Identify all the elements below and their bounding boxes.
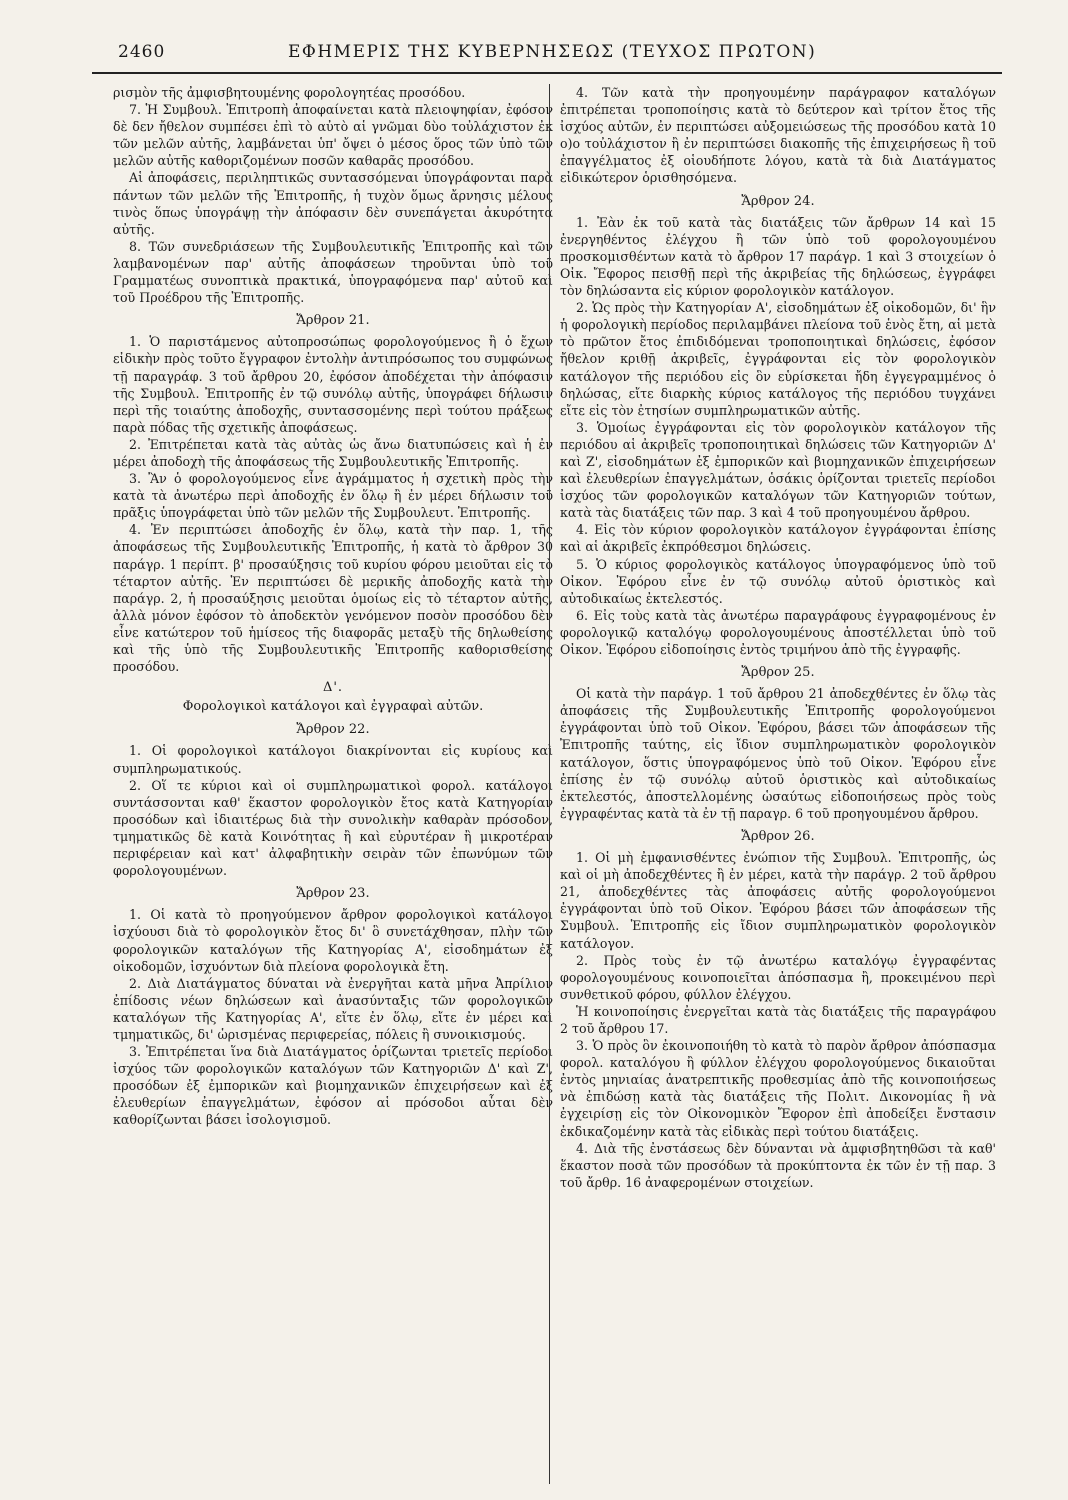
right-column	[560, 84, 996, 1486]
paragraph: 2. Ἐπιτρέπεται κατὰ τὰς αὐτὰς ὡς ἄνω διατυπώσεις καὶ ἡ ἐν μέρει ἀποδοχὴ τῆς ἀποφάσεως τῆς Συμβουλευτικῆς Ἐπιτροπῆς.	[113, 436, 553, 469]
page-number: 2460	[118, 42, 166, 62]
section-title: Φορολογικοὶ κατάλογοι καὶ ἐγγραφαὶ αὐτῶν.	[182, 699, 484, 715]
paragraph: Οἱ κατὰ τὴν παράγρ. 1 τοῦ ἄρθρου 21 ἀποδεχθέντες ἐν ὅλῳ τὰς ἀποφάσεις τῆς Συμβουλευτικῆς Ἐπιτροπῆς φορολογούμενοι ἐγγράφονται ὑπὸ τοῦ Οἰκον. Ἐφόρου, βάσει τῶν ἀποφάσεων τῆς Ἐπιτροπῆς ταύτης, εἰς ἴδιον συμπληρωματικὸν φορολογικὸν κατάλογον, ὅστις ὑπογραφόμενος ὑπὸ τοῦ Οἰκον. Ἐφόρου εἶνε ἐπίσης ἐν τῷ συνόλῳ αὐτοῦ ὁριστικὸς καὶ αὐτοδικαίως ἐκτελεστός, ἀποστελλομένης ὡσαύτως εἰδοποιήσεως πρὸς τοὺς ἐγγραφέντας κατὰ τὰ ἐν τῇ παραγρ. 6 τοῦ προηγουμένου ἄρθρου.	[560, 686, 996, 821]
paragraph: 8. Τῶν συνεδριάσεων τῆς Συμβουλευτικῆς Ἐπιτροπῆς καὶ τῶν λαμβανομένων παρ' αὐτῆς ἀποφάσεων τηροῦνται ὑπὸ τοῦ Γραμματέως συνοπτικὰ πρακτικά, ὑπογραφόμενα παρ' αὐτοῦ καὶ τοῦ Προέδρου τῆς Ἐπιτροπῆς.	[113, 238, 553, 306]
paragraph: 2. Ὡς πρὸς τὴν Κατηγορίαν Α', εἰσοδημάτων ἐξ οἰκοδομῶν, δι' ἣν ἡ φορολογικὴ περίοδος περιλαμβάνει πλείονα τοῦ ἑνὸς ἔτη, αἱ μετὰ τὸ πρῶτον ἔτος ἐπιδιδόμεναι τροποποιητικαὶ δηλώσεις, ἐφόσον ἤθελον κριθῇ ἀκριβεῖς, ἐγγράφονται εἰς τὸν φορολογικὸν κατάλογον τῆς περιόδου εἰς ὃν εὑρίσκεται ἤδη ἐγγεγραμμένος ὁ δηλώσας, εἴτε διαρκὴς κύριος κατάλογος τῆς περιόδου τυγχάνει εἴτε εἰς τὸν ἐτησίων συμπληρωματικῶν αὐτῆς.	[560, 300, 996, 418]
header-rule	[92, 72, 1002, 74]
paragraph: 1. Οἱ κατὰ τὸ προηγούμενον ἄρθρον φορολογικοὶ κατάλογοι ἰσχύουσι διὰ τὸ φορολογικὸν ἔτος δι' ὃ συνετάχθησαν, πλὴν τῶν φορολογικῶν καταλόγων τῆς Κατηγορίας Α', εἰσοδημάτων ἐξ οἰκοδομῶν, ἰσχυόντων διὰ πλείονα φορολογικὰ ἔτη.	[113, 907, 553, 974]
paragraph: 3. Ὁμοίως ἐγγράφονται εἰς τὸν φορολογικὸν κατάλογον τῆς περιόδου αἱ ἀκριβεῖς τροποποιητικαὶ δηλώσεις τῶν Κατηγοριῶν Δ' καὶ Ζ', εἰσοδημάτων ἐξ ἐμπορικῶν καὶ βιομηχανικῶν ἐπιχειρήσεων καὶ ἐλευθερίων ἐπαγγελμάτων, ὁσάκις ὁρίζονται τριετεῖς περίοδοι ἰσχύος τῶν φορολογικῶν καταλόγων τῶν Κατηγοριῶν τούτων, κατὰ τὰς διατάξεις τῶν παρ. 3 καὶ 4 τοῦ προηγουμένου ἄρθρου.	[560, 419, 996, 521]
paragraph: 3. Ἐπιτρέπεται ἵνα διὰ Διατάγματος ὁρίζωνται τριετεῖς περίοδοι ἰσχύος τῶν φορολογικῶν καταλόγων τῶν Κατηγοριῶν Δ' καὶ Ζ', προσόδων ἐξ ἐμπορικῶν καὶ βιομηχανικῶν ἐπιχειρήσεων καὶ ἐξ ἐλευθερίων ἐπαγγελμάτων, ἐφόσον αἱ πρόσοδοι αὗται δὲν καθορίζωνται βάσει ἰσολογισμοῦ.	[113, 1044, 553, 1128]
article-heading: Ἄρθρον 25.	[741, 665, 815, 681]
paragraph: Αἱ ἀποφάσεις, περιληπτικῶς συντασσόμεναι ὑπογράφονται παρὰ πάντων τῶν μελῶν τῆς Ἐπιτροπῆς, ἡ τυχὸν ὅμως ἄρνησις μέλους τινὸς ὅπως ὑπογράψῃ τὴν ἀπόφασιν δὲν συνεπάγεται ἀκυρότητα αὐτῆς.	[113, 170, 553, 237]
article-heading: Ἄρθρον 23.	[296, 886, 370, 902]
paragraph: 2. Πρὸς τοὺς ἐν τῷ ἀνωτέρω καταλόγῳ ἐγγραφέντας φορολογουμένους κοινοποιεῖται ἀπόσπασμα ἢ, προκειμένου περὶ συνθετικοῦ φόρου, φύλλον ἐλέγχου.	[560, 952, 996, 1002]
article-heading: Ἄρθρον 21.	[296, 313, 370, 329]
paragraph: Ἡ κοινοποίησις ἐνεργεῖται κατὰ τὰς διατάξεις τῆς παραγράφου 2 τοῦ ἄρθρου 17.	[560, 1003, 996, 1036]
paragraph: 1. Οἱ μὴ ἐμφανισθέντες ἐνώπιον τῆς Συμβουλ. Ἐπιτροπῆς, ὡς καὶ οἱ μὴ ἀποδεχθέντες ἢ ἐν μέρει, κατὰ τὴν παράγρ. 2 τοῦ ἄρθρου 21, ἀποδεχθέντες τὰς ἀποφάσεις αὐτῆς φορολογούμενοι ἐγγράφονται ὑπὸ τοῦ Οἰκον. Ἐφόρου βάσει τῶν ἀποφάσεων τῆς Συμβουλ. Ἐπιτροπῆς εἰς ἴδιον συμπληρωματικὸν φορολογικὸν κατάλογον.	[560, 850, 996, 951]
publication-title: ΕΦΗΜΕΡΙΣ ΤΗΣ ΚΥΒΕΡΝΗΣΕΩΣ (ΤΕΥΧΟΣ ΠΡΩΤΟΝ)	[288, 42, 817, 62]
paragraph: 1. Ἐὰν ἐκ τοῦ κατὰ τὰς διατάξεις τῶν ἄρθρων 14 καὶ 15 ἐνεργηθέντος ἐλέγχου ἢ τῶν ὑπὸ τοῦ φορολογουμένου προσκομισθέντων κατὰ τὸ ἄρθρον 17 παράγρ. 1 καὶ 3 στοιχείων ὁ Οἰκ. Ἔφορος πεισθῇ περὶ τῆς ἀκριβείας τῆς δηλώσεως, ἐγγράφει τὸν δηλώσαντα εἰς κύριον φορολογικὸν κατάλογον.	[560, 214, 996, 299]
paragraph: 1. Οἱ φορολογικοὶ κατάλογοι διακρίνονται εἰς κυρίους καὶ συμπληρωματικούς.	[113, 743, 553, 776]
paragraph: 1. Ὁ παριστάμενος αὐτοπροσώπως φορολογούμενος ἢ ὁ ἔχων εἰδικὴν πρὸς τοῦτο ἔγγραφον ἐντολὴν ἀντιπρόσωπος του συμφώνως τῇ παραγράφ. 3 τοῦ ἄρθρου 20, ἐφόσον ἀποδέχεται τὴν ἀπόφασιν τῆς Συμβουλ. Ἐπιτροπῆς ἐν τῷ συνόλῳ αὐτῆς, ὑπογράφει δήλωσιν περὶ τῆς τοιαύτης ἀποδοχῆς, συντασσομένης περὶ τούτου πράξεως παρὰ πόδας τῆς σχετικῆς ἀποφάσεως.	[113, 334, 553, 435]
column-divider	[549, 84, 550, 1484]
paragraph: 3. Ἂν ὁ φορολογούμενος εἶνε ἀγράμματος ἡ σχετικὴ πρὸς τὴν κατὰ τὰ ἀνωτέρω περὶ ἀποδοχῆς ἐν ὅλῳ ἢ ἐν μέρει δήλωσιν τοῦ πρᾶξις ὑπογράφεται ὑπὸ τῶν μελῶν τῆς Συμβουλευτ. Ἐπιτροπῆς.	[113, 471, 553, 521]
paragraph: 2. Διὰ Διατάγματος δύναται νὰ ἐνεργῆται κατὰ μῆνα Ἀπρίλιον ἐπίδοσις νέων δηλώσεων καὶ ἀνασύνταξις τῶν φορολογικῶν καταλόγων τῆς Κατηγορίας Α', εἴτε ἐν ὅλῳ, εἴτε ἐν μέρει καὶ τμηματικῶς, δι' ὡρισμένας περιφερείας, πόλεις ἢ συνοικισμούς.	[113, 975, 553, 1042]
article-heading: Ἄρθρον 22.	[296, 722, 370, 738]
paragraph: 3. Ὁ πρὸς ὃν ἐκοινοποιήθη τὸ κατὰ τὸ παρὸν ἄρθρον ἀπόσπασμα φορολ. καταλόγου ἢ φύλλον ἐλέγχου φορολογούμενος δικαιοῦται ἐντὸς μηνιαίας ἀνατρεπτικῆς προθεσμίας ἀπὸ τῆς κοινοποιήσεως νὰ ἐπιδώσῃ κατὰ τὰς διατάξεις τῆς Πολιτ. Δικονομίας ἢ νὰ ἐγχειρίσῃ εἰς τὸν Οἰκονομικὸν Ἔφορον ἐπὶ ἀποδείξει ἔνστασιν ἐκδικαζομένην κατὰ τὰς εἰδικὰς περὶ τούτου διατάξεις.	[560, 1038, 996, 1139]
article-heading: Ἄρθρον 26.	[741, 828, 815, 844]
paragraph: 5. Ὁ κύριος φορολογικὸς κατάλογος ὑπογραφόμενος ὑπὸ τοῦ Οἰκον. Ἐφόρου εἶνε ἐν τῷ συνόλῳ αὐτοῦ ὁριστικὸς καὶ αὐτοδικαίως ἐκτελεστός.	[560, 556, 996, 606]
paragraph: ρισμὸν τῆς ἀμφισβητουμένης φορολογητέας προσόδου.	[113, 85, 466, 100]
paragraph: 4. Τῶν κατὰ τὴν προηγουμένην παράγραφον καταλόγων ἐπιτρέπεται τροποποίησις κατὰ τὸ δεύτερον καὶ τρίτον ἔτος τῆς ἰσχύος αὐτῶν, ἐν περιπτώσει αὐξομειώσεως τῆς προσόδου κατὰ 10 ο)ο τοὐλάχιστον ἢ ἐν περιπτώσει διακοπῆς τῆς ἐπιχειρήσεως ἢ τοῦ ἐπαγγέλματος ἐξ οἱουδήποτε λόγου, κατὰ τὰ διὰ Διατάγματος εἰδικώτερον ὁρισθησόμενα.	[560, 85, 996, 186]
section-heading: Δ'.	[322, 680, 344, 696]
paragraph: 4. Διὰ τῆς ἐνστάσεως δὲν δύνανται νὰ ἀμφισβητηθῶσι τὰ καθ' ἕκαστον ποσὰ τῶν προσόδων τὰ προκύπτοντα ἐκ τῶν ἐν τῇ παρ. 3 τοῦ ἄρθρ. 16 ἀναφερομένων στοιχείων.	[560, 1140, 996, 1190]
article-heading: Ἄρθρον 24.	[741, 193, 815, 209]
paragraph: 7. Ἡ Συμβουλ. Ἐπιτροπὴ ἀποφαίνεται κατὰ πλειοψηφίαν, ἐφόσον δὲ δεν ἤθελον συμπέσει ἐπὶ τὸ αὐτὸ αἱ γνῶμαι δὺο τοὐλάχιστον ἐκ τῶν μελῶν αὐτῆς, λαμβάνεται ὑπ' ὄψει ὁ μέσος ὅρος τῶν ὑπὸ τῶν μελῶν αὐτῆς καθοριζομένων ποσῶν καθαρᾶς προσόδου.	[113, 102, 553, 169]
page-header	[118, 38, 998, 74]
paragraph: 6. Εἰς τοὺς κατὰ τὰς ἀνωτέρω παραγράφους ἐγγραφομένους ἐν φορολογικῷ καταλόγῳ φορολογουμένους ἀποστέλλεται ὑπὸ τοῦ Οἰκον. Ἐφόρου εἰδοποίησις ἐντὸς τριμήνου ἀπὸ τῆς ἐγγραφῆς.	[560, 607, 996, 657]
paragraph: 2. Οἵ τε κύριοι καὶ οἱ συμπληρωματικοὶ φορολ. κατάλογοι συντάσσονται καθ' ἕκαστον φορολογικὸν ἔτος κατὰ Κατηγορίαν προσόδων καὶ ἰδιαιτέρως διὰ τὴν συνολικὴν καθαρὰν πρόσοδον, τμηματικῶς δὲ κατὰ Κοινότητας ἢ καὶ εὐρυτέραν ἢ μικροτέραν περιφέρειαν καὶ κατ' ἀλφαβητικὴν σειρὰν τῶν ἐπωνύμων τῶν φορολογουμένων.	[113, 777, 553, 879]
left-column	[113, 84, 553, 1486]
paragraph: 4. Εἰς τὸν κύριον φορολογικὸν κατάλογον ἐγγράφονται ἐπίσης καὶ αἱ ἀκριβεῖς ἐκπρόθεσμοι δηλώσεις.	[560, 522, 996, 555]
paragraph: 4. Ἐν περιπτώσει ἀποδοχῆς ἐν ὅλῳ, κατὰ τὴν παρ. 1, τῆς ἀποφάσεως τῆς Συμβουλευτικῆς Ἐπιτροπῆς, ἡ κατὰ τὸ ἄρθρον 30 παράγρ. 1 περίπτ. β' προσαύξησις τοῦ κυρίου φόρου μειοῦται εἰς τὸ τέταρτον αὐτῆς. Ἐν περιπτώσει δὲ μερικῆς ἀποδοχῆς κατὰ τὴν παράγρ. 2, ἡ προσαύξησις μειοῦται ὁμοίως εἰς τὸ τέταρτον αὐτῆς, ἀλλὰ μόνον ἐφόσον τὸ ἀποδεκτὸν γενόμενον ποσὸν προσόδου δὲν εἶνε κατώτερον τοῦ ἡμίσεος τῆς διαφορᾶς μεταξὺ τῆς δηλωθείσης καὶ τῆς ὑπὸ τῆς Συμβουλευτικῆς Ἐπιτροπῆς καθορισθείσης προσόδου.	[113, 522, 553, 675]
